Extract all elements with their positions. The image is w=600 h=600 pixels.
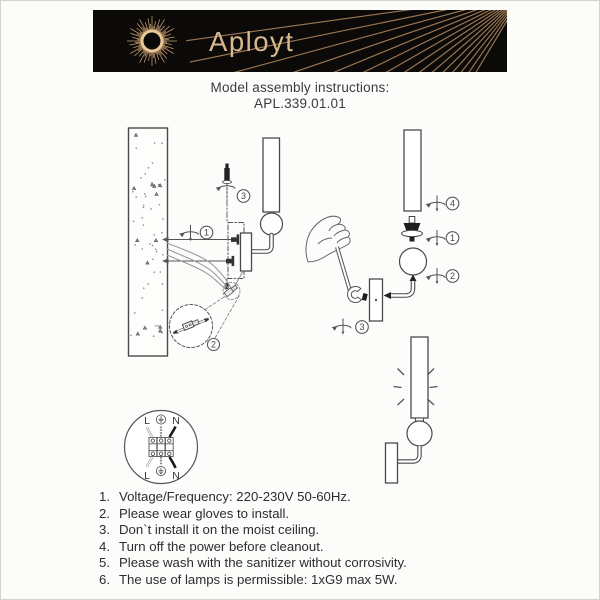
item-number: 4. [99, 538, 110, 554]
callout-1-left [200, 226, 213, 239]
g9-socket-part [402, 217, 423, 242]
lamp-shade-tube [263, 138, 280, 212]
item-number: 5. [99, 555, 110, 571]
ball-joint-part [400, 248, 427, 275]
instruction-list [90, 489, 520, 589]
terminal-block [149, 438, 173, 457]
adjusting-screw [223, 164, 232, 293]
wiring-label-neutral-bottom: N [172, 470, 180, 482]
item-text: Turn off the power before cleanout. [119, 538, 324, 554]
svg-text:1: 1 [203, 227, 210, 238]
page-title: Model assembly instructions: [210, 80, 390, 95]
wiring-label-neutral-top: N [172, 415, 180, 427]
svg-text:4: 4 [449, 198, 456, 209]
wrench-tightening-figure [306, 216, 383, 321]
item-text: Voltage/Frequency: 220-230V 50-60Hz. [119, 489, 351, 504]
connector-detail-magnifier [170, 305, 213, 348]
callout-1-right [446, 232, 459, 245]
side-nut [362, 293, 368, 301]
instruction-item [90, 572, 520, 589]
arm-part [384, 275, 417, 300]
wrench [337, 247, 362, 303]
item-number: 2. [99, 505, 110, 521]
svg-text:3: 3 [359, 322, 365, 333]
svg-text:3: 3 [240, 191, 247, 202]
brand-logo-text: Aployt [209, 26, 295, 57]
instruction-item [90, 489, 520, 506]
callout-2-left [208, 339, 220, 351]
callout-3-middle [356, 321, 369, 334]
model-number: APL.339.01.01 [254, 96, 346, 111]
svg-text:2: 2 [449, 271, 456, 282]
wiring-label-line-bottom: L [144, 470, 150, 482]
wall-section [129, 128, 168, 356]
item-text: Please wash with the sanitizer without corrosivity. [119, 555, 407, 571]
hand-illustration [306, 216, 350, 262]
item-number: 3. [99, 522, 110, 538]
instruction-item [90, 539, 520, 556]
item-number: 6. [99, 571, 110, 587]
supply-wires [167, 243, 243, 293]
wire-connector [206, 283, 240, 346]
shade-tube-part [404, 130, 421, 211]
wall-mounting-figure [129, 128, 283, 356]
callout-3-left [237, 190, 250, 203]
assembled-shade-tube [411, 337, 428, 418]
item-text: Please wear gloves to install. [119, 505, 290, 521]
exploded-parts-figure [384, 130, 427, 299]
wiring-diagram [125, 411, 198, 484]
assembled-arm [398, 446, 420, 462]
instruction-item [90, 506, 520, 523]
wiring-label-line-top: L [144, 415, 150, 427]
svg-text:1: 1 [449, 233, 456, 244]
svg-text:2: 2 [210, 339, 217, 350]
callout-4-right [446, 197, 459, 210]
bracket-cover-plate [241, 233, 252, 271]
bracket-center-hole [375, 299, 377, 301]
instruction-item [90, 522, 520, 539]
instruction-item [90, 555, 520, 572]
item-text: Don`t install it on the moist ceiling. [119, 522, 320, 538]
item-number: 1. [99, 489, 110, 504]
assembled-ball-joint [407, 421, 432, 446]
lamp-ball-joint [261, 213, 283, 235]
item-text: The use of lamps is permissible: 1xG9 max 5W. [119, 571, 398, 587]
assembled-lamp-figure [386, 337, 438, 483]
lamp-arm [252, 235, 272, 252]
assembled-bracket-plate [386, 443, 398, 483]
callout-2-right [446, 270, 459, 283]
